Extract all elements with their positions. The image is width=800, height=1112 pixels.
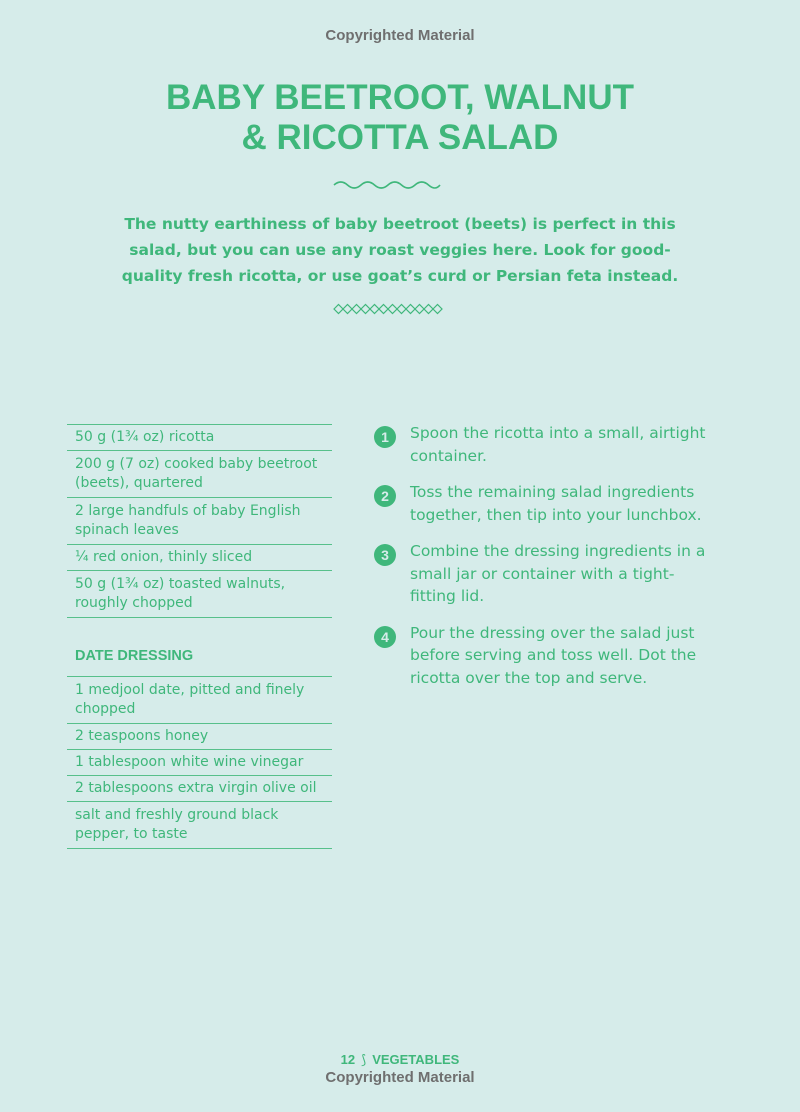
ingredient-item: 50 g (1¾ oz) toasted walnuts, roughly chopped	[67, 571, 332, 618]
dressing-item: salt and freshly ground black pepper, to taste	[67, 802, 332, 849]
step-number-badge: 4	[374, 626, 396, 648]
ingredient-item: 200 g (7 oz) cooked baby beetroot (beets), quartered	[67, 451, 332, 498]
ingredient-item: 50 g (1¾ oz) ricotta	[67, 425, 332, 451]
step-number-badge: 2	[374, 485, 396, 507]
page-number: 12	[340, 1052, 356, 1067]
method-step	[374, 622, 714, 690]
section-name: VEGETABLES	[372, 1052, 460, 1067]
dressing-item: 1 tablespoon white wine vinegar	[67, 750, 332, 776]
step-text: Spoon the ricotta into a small, airtight container.	[410, 424, 706, 465]
step-number-badge: 3	[374, 544, 396, 566]
ingredients-column	[67, 424, 332, 849]
method-step	[374, 422, 714, 467]
brace-separator-icon: ⟆	[361, 1052, 367, 1067]
recipe-title	[0, 78, 800, 158]
watermark-top: Copyrighted Material	[325, 27, 475, 44]
step-text: Combine the dressing ingredients in a small jar or container with a tight-fitting lid.	[410, 542, 706, 605]
recipe-intro: The nutty earthiness of baby beetroot (beets) is perfect in this salad, but you can use any roast veggies here. Look for good-quality fresh ricotta, or use goat’s curd or Persian feta instead.	[121, 215, 679, 285]
ingredient-item: 2 large handfuls of baby English spinach leaves	[67, 498, 332, 545]
step-text: Pour the dressing over the salad just before serving and toss well. Dot the ricotta over the top and serve.	[410, 623, 697, 687]
method-column	[374, 422, 714, 703]
dressing-item: 2 teaspoons honey	[67, 724, 332, 750]
method-step	[374, 481, 714, 526]
page-footer	[0, 1052, 800, 1068]
title-line-2: & RICOTTA SALAD	[241, 118, 559, 157]
ingredient-list	[67, 424, 332, 618]
dressing-item: 1 medjool date, pitted and finely chopped	[67, 677, 332, 724]
wave-divider-icon	[333, 178, 441, 192]
dressing-item: 2 tablespoons extra virgin olive oil	[67, 776, 332, 802]
title-line-1: BABY BEETROOT, WALNUT	[166, 78, 634, 117]
ingredient-item: ¼ red onion, thinly sliced	[67, 545, 332, 571]
step-text: Toss the remaining salad ingredients together, then tip into your lunchbox.	[410, 483, 702, 524]
dressing-heading: DATE DRESSING	[75, 648, 194, 664]
step-number-badge: 1	[374, 426, 396, 448]
dressing-list	[67, 676, 332, 849]
diamond-divider-icon	[333, 302, 443, 316]
method-step	[374, 540, 714, 608]
watermark-bottom: Copyrighted Material	[325, 1069, 475, 1086]
